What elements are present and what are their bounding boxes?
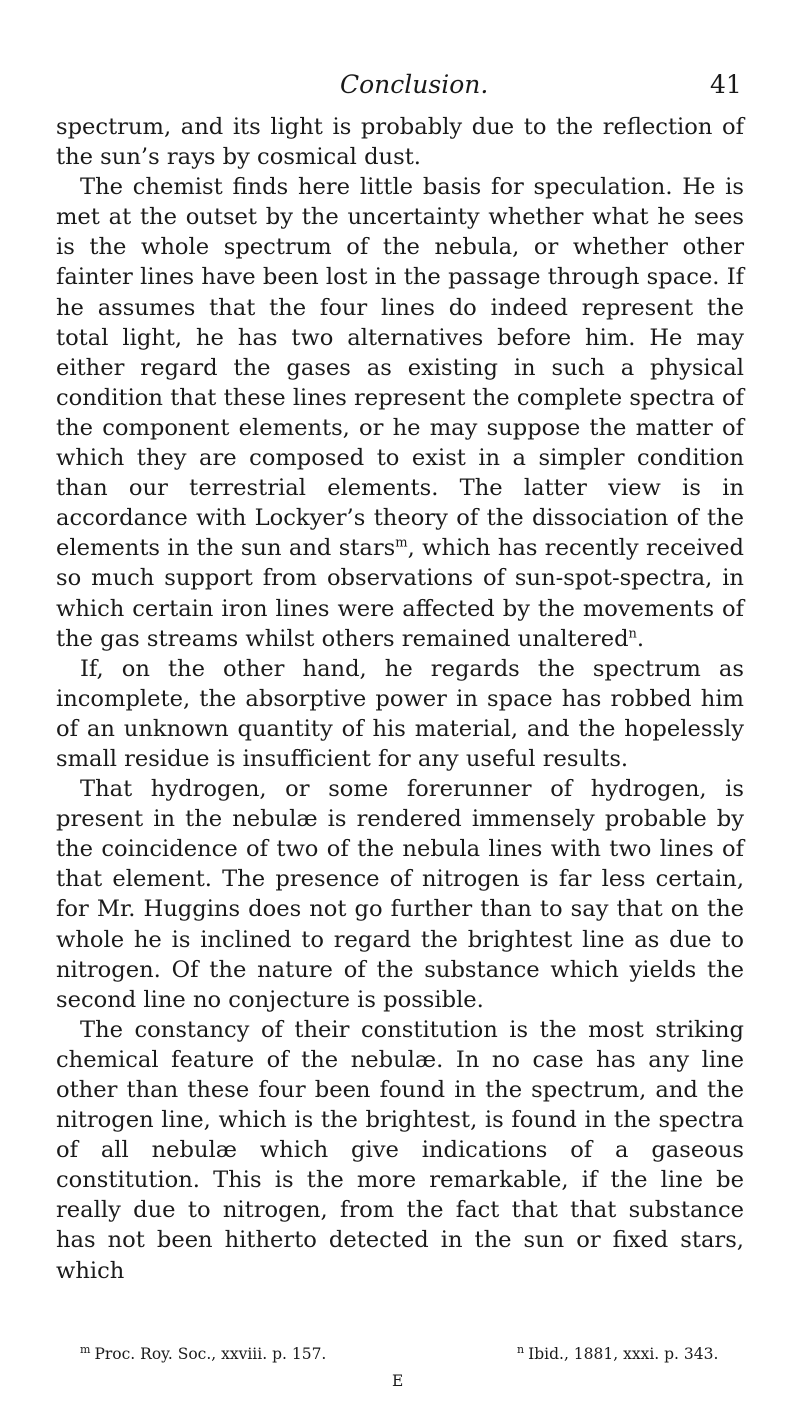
paragraph-text: That hydrogen, or some forerunner of hydrogen, is present in the nebulæ is rendered immensely probable by the coincidence of two of the nebula lines with two lines of that element. The presence of nitrogen is far less certain, for Mr. Huggins does not go further than to say that on the whole he is inclined to regard the brightest line as due to nitrogen. Of the nature of the substance which yields the second line no conjecture is possible. <box>56 776 744 1013</box>
footnote-mark: n <box>517 1342 525 1356</box>
paragraph <box>56 112 744 172</box>
footnote-ref: n <box>628 626 637 642</box>
footnote-text: Proc. Roy. Soc., xxviii. p. 157. <box>94 1345 327 1363</box>
footnote <box>80 1344 326 1364</box>
signature-mark: E <box>392 1372 404 1390</box>
paragraph-text: The constancy of their constitution is the most striking chemical feature of the nebulæ. In no case has any line other than these four been found in the spectrum, and the nitrogen line, which is the brightest, is found in the spectra of all nebulæ which give indications of a gaseous constitution. This is the more remarkable, if the line be really due to nitrogen, from the fact that that substance has not been hitherto detected in the sun or fixed stars, which <box>56 1016 744 1284</box>
paragraph-text: . <box>636 625 645 652</box>
paragraph-text: , which has recently received so much support from observations of sun-spot-spectra, in which certain iron lines were affected by the movements of the gas streams whilst others remained unaltered <box>56 535 744 652</box>
footnote <box>517 1344 718 1364</box>
footnote-text: Ibid., 1881, xxxi. p. 343. <box>528 1345 719 1363</box>
paragraph-text: spectrum, and its light is probably due to the reflection of the sun’s rays by cosmical dust. <box>56 114 744 171</box>
paragraph <box>56 1015 744 1286</box>
paragraph-text: The chemist finds here little basis for speculation. He is met at the outset by the uncertainty whether what he sees is the whole spectrum of the nebula, or whether other fainter lines have been lost in the passage through space. If he assumes that the four lines do indeed represent the total light, he has two alternatives before him. He may either regard the gases as existing in such a physical condition that these lines represent the complete spectra of the component elements, or he may suppose the matter of which they are composed to exist in a simpler condition than our terrestrial elements. The latter view is in accordance with Lockyer’s theory of the dissociation of the elements in the sun and stars <box>56 174 744 562</box>
footnote-mark: m <box>80 1342 91 1356</box>
body-text <box>56 112 744 1286</box>
paragraph <box>56 172 744 654</box>
footnote-ref: m <box>395 535 408 551</box>
paragraph-text: If, on the other hand, he regards the spectrum as incomplete, the absorptive power in space has robbed him of an unknown quantity of his material, and the hopelessly small residue is insufficient for any useful results. <box>56 655 744 772</box>
paragraph <box>56 654 744 774</box>
running-title: Conclusion. <box>340 70 489 99</box>
paragraph <box>56 774 744 1015</box>
page-number: 41 <box>710 70 742 99</box>
